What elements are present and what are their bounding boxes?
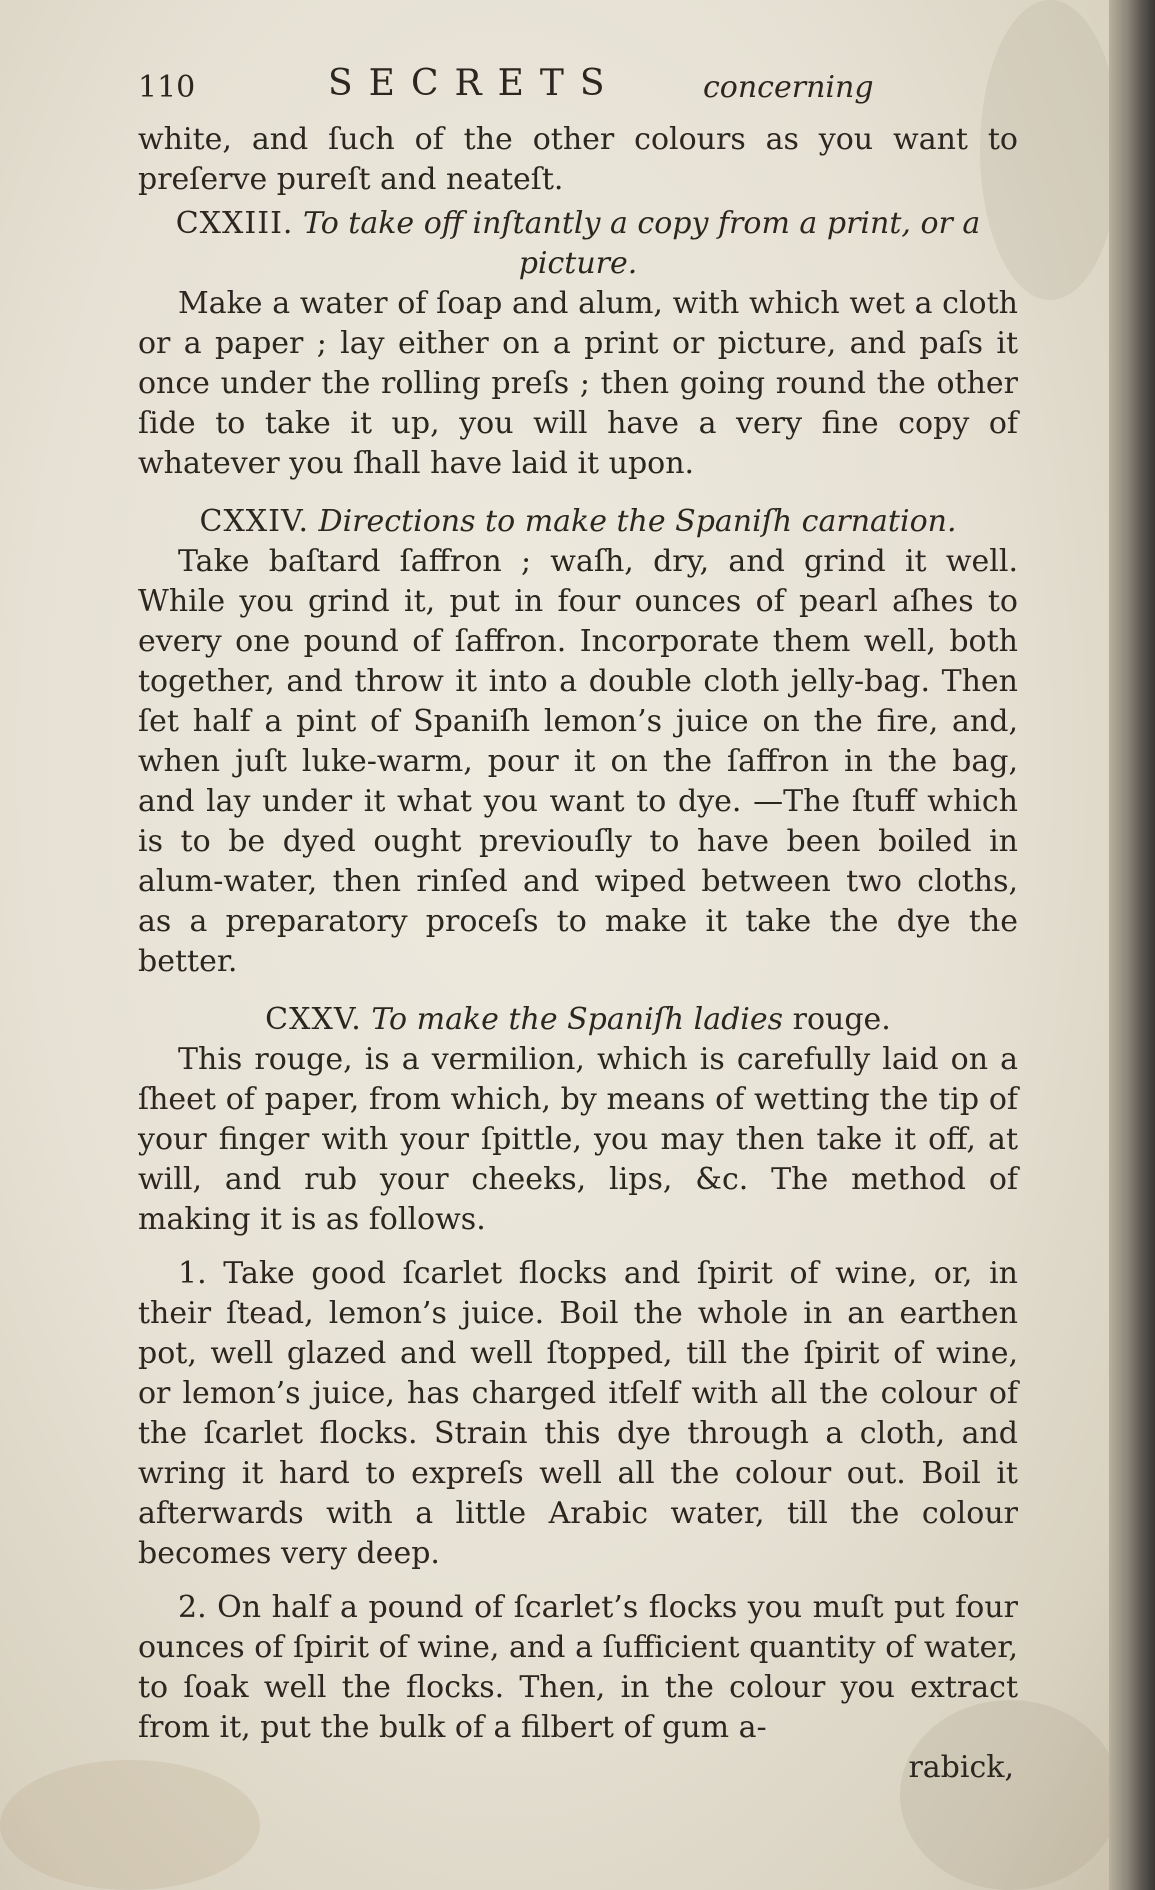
running-header bbox=[138, 60, 1018, 120]
section-paragraph: Take baſtard ſaffron ; waſh, dry, and grind it well. While you grind it, put in four ounces of pearl aſhes to every one pound of ſaffron. Incorporate them well, both together, and throw it into a double cloth jelly-bag. Then ſet half a pint of Spaniſh lemon’s juice on the fire, and, when juſt luke-warm, pour it on the ſaffron in the bag, and lay under it what you want to dye. —The ſtuff which is to be dyed ought previouſly to have been boiled in alum-water, then rinſed and wiped between two cloths, as a preparatory proceſs to make it take the dye the better. bbox=[138, 544, 1018, 979]
section-heading-cxxv bbox=[138, 1000, 1018, 1040]
section-heading-cxxiv bbox=[138, 502, 1018, 542]
numbered-paragraph-2: 2. On half a pound of ſcarlet’s flocks you muſt put four ounces of ſpirit of wine, and a ſufficient quantity of water, to ſoak well the flocks. Then, in the colour you extract from it, put the bulk of a filbert of gum a- bbox=[138, 1590, 1018, 1745]
numbered-paragraph-1: 1. Take good ſcarlet flocks and ſpirit of wine, or, in their ſtead, lemon’s juice. Boil the whole in an earthen pot, well glazed and well ſtopped, till the ſpirit of wine, or lemon’s juice, has charged itſelf with all the colour of the ſcarlet flocks. Strain this dye through a cloth, and wring it hard to expreſs well all the colour out. Boil it afterwards with a little Arabic water, till the colour becomes very deep. bbox=[138, 1256, 1018, 1571]
section-heading-cxxiii bbox=[138, 204, 1018, 284]
section-title: Directions to make the Spaniſh carnation. bbox=[318, 504, 957, 539]
intro-paragraph: white, and ſuch of the other colours as you want to preſerve pureſt and neateſt. bbox=[138, 122, 1018, 197]
section-paragraph: This rouge, is a vermilion, which is carefully laid on a ſheet of paper, from which, by means of wetting the tip of your finger with your ſpittle, you may then take it off, at will, and rub your cheeks, lips, &c. The method of making it is as follows. bbox=[138, 1042, 1018, 1237]
catchword: rabick, bbox=[908, 1750, 1014, 1785]
section-title-roman: rouge. bbox=[792, 1002, 891, 1037]
book-gutter bbox=[1109, 0, 1155, 1890]
running-subtitle: concerning bbox=[703, 70, 874, 105]
page-text bbox=[138, 60, 1018, 1788]
section-paragraph: Make a water of ſoap and alum, with which wet a cloth or a paper ; lay either on a print or picture, and paſs it once under the rolling preſs ; then going round the other ſide to take it up, you will have a very fine copy of whatever you ſhall have laid it upon. bbox=[138, 286, 1018, 481]
section-numeral: CXXIII. bbox=[175, 206, 294, 241]
page-number: 110 bbox=[138, 70, 196, 105]
section-numeral: CXXV. bbox=[265, 1002, 362, 1037]
section-numeral: CXXIV. bbox=[199, 504, 309, 539]
running-title: SECRETS bbox=[328, 63, 621, 104]
section-title: To make the Spaniſh ladies bbox=[371, 1002, 784, 1037]
section-title: To take off inſtantly a copy from a print, or a picture. bbox=[303, 206, 981, 281]
